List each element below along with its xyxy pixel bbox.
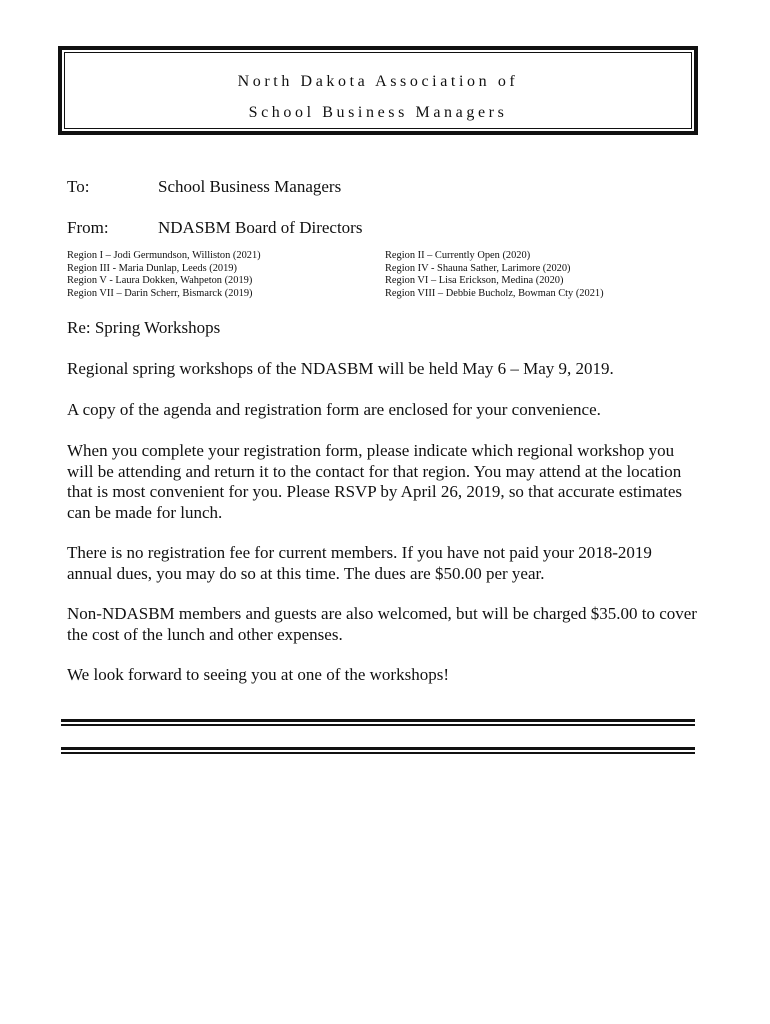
divider-rule [61,724,695,726]
paragraph-closing: We look forward to seeing you at one of the workshops! [67,665,449,684]
region-entry: Region V - Laura Dokken, Wahpeton (2019) [67,275,253,287]
to-label: To: [67,177,90,196]
paragraph-registration: When you complete your registration form, please indicate which regional workshop you will be attending and return it to the contact for that region. You may attend at the location that is most convenient for you. Please RSVP by April 26, 2019, so that accurate estimates can be made for lunch. [67,441,683,522]
regions-left-column [67,250,261,300]
letterhead-box [58,46,698,135]
divider-rule [61,747,695,750]
to-value: School Business Managers [158,177,342,196]
region-entry: Region VI – Lisa Erickson, Medina (2020) [385,275,564,287]
divider-rule [61,719,695,722]
paragraph-dues: There is no registration fee for current members. If you have not paid your 2018-2019 annual dues, you may do so at this time. The dues are $50.00 per year. [67,543,652,583]
paragraph-non-members: Non-NDASBM members and guests are also welcomed, but will be charged $35.00 to cover the cost of the lunch and other expenses. [67,604,697,644]
regions-right-column [385,250,604,300]
paragraph-dates: Regional spring workshops of the NDASBM will be held May 6 – May 9, 2019. [67,359,614,378]
subject-line: Re: Spring Workshops [67,318,221,337]
paragraph-enclosures: A copy of the agenda and registration form are enclosed for your convenience. [67,400,601,419]
region-entry: Region IV - Shauna Sather, Larimore (2020) [385,262,571,274]
region-entry: Region VIII – Debbie Bucholz, Bowman Cty (2021) [385,287,604,299]
letterhead-inner-border [64,52,692,129]
from-label: From: [67,218,109,237]
organization-name-line2: School Business Managers [248,104,508,121]
from-value: NDASBM Board of Directors [158,218,363,237]
organization-name-line1: North Dakota Association of [237,73,519,90]
region-entry: Region III - Maria Dunlap, Leeds (2019) [67,262,237,274]
region-entry: Region I – Jodi Germundson, Williston (2021) [67,250,261,261]
divider-rule [61,752,695,754]
region-entry: Region II – Currently Open (2020) [385,250,531,261]
region-entry: Region VII – Darin Scherr, Bismarck (2019) [67,287,253,299]
